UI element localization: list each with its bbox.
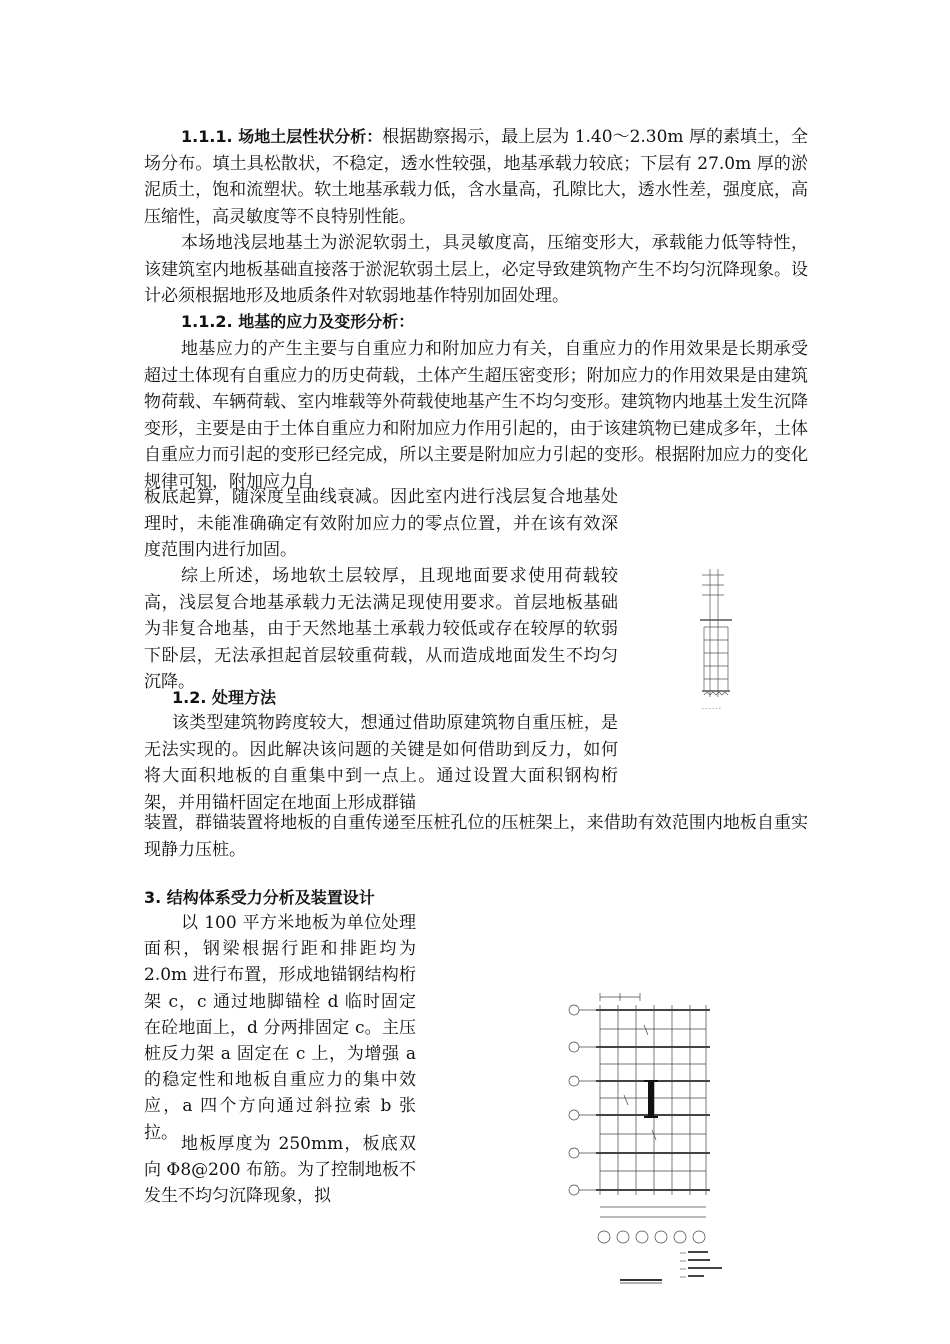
svg-text:- - - - - -: - - - - - -: [702, 706, 721, 712]
paragraph-stress-analysis: 地基应力的产生主要与自重应力和附加应力有关，自重应力的作用效果是长期承受超过土体现有自重应力的历史荷载，土体产生超压密变形；附加应力的作用效果是由建筑物荷载、车辆荷载、室内堆载等外荷载使地基产生不均匀变形。建筑物内地基土发生沉降变形，主要是由于土体自重应力和附加应力作用引起的，由于该建筑物已建成多年，土体自重应力而引起的变形已经完成，所以主要是附加应力引起的变形。根据附加应力的变化规律可知，附加应力自: [144, 339, 808, 492]
plan-drawing-image: [560, 985, 740, 1295]
heading-1-1-1: 1.1.1. 场地土层性状分析：: [181, 127, 383, 146]
paragraph-method: 该类型建筑物跨度较大，想通过借助原建筑物自重压桩，是无法实现的。因此解决该问题的关键是如何借助到反力，如何将大面积地板的自重集中到一点上。通过设置大面积钢构桁架，并用锚杆固定在地面上形成群锚: [144, 713, 618, 813]
paragraph-summary: 综上所述，场地软土层较厚，且现地面要求使用荷载较高，浅层复合地基承载力无法满足现使用要求。首层地板基础为非复合地基，由于天然地基土承载力较低或存在较厚的软弱下卧层，无法承担起首层较重荷载，从而造成地面发生不均匀沉降。: [144, 566, 618, 692]
paragraph-structure: 以 100 平方米地板为单位处理面积，钢梁根据行距和排距均为 2.0m 进行布置，形成地锚钢结构桁架 c，c 通过地脚锚栓 d 临时固定在砼地面上，d 分两排固定 c。主压桩反力架 a 固定在 c 上，为增强 a 的稳定性和地板自重应力的集中效应，a 四个方向通过斜拉索 b 张拉。: [144, 913, 416, 1143]
paragraph-soft-soil: 本场地浅层地基土为淤泥软弱土，具灵敏度高，压缩变形大，承载能力低等特性，该建筑室内地板基础直接落于淤泥软弱土层上，必定导致建筑物产生不均匀沉降现象。设计必须根据地形及地质条件对软弱地基作特别加固处理。: [144, 233, 808, 306]
soil-layers-text: 根据勘察揭示，最上层为 1.40～2.30m 厚的素填土，全场分布。填土具松散状，不稳定，透水性较强，地基承载力较底；下层有 27.0m 厚的淤泥质土，饱和流塑状。软土地基承载力低，含水量高，孔隙比大，透水性差，强度底，高压缩性，高灵敏度等不良特别性能。: [144, 127, 808, 227]
paragraph-stress-continued: 板底起算，随深度呈曲线衰减。因此室内进行浅层复合地基处理时，未能准确确定有效附加应力的零点位置，并在该有效深度范围内进行加固。: [144, 487, 618, 560]
section-drawing-image: [688, 565, 748, 715]
paragraph-soil-layers: [144, 124, 808, 230]
heading-3: 3. 结构体系受力分析及装置设计: [144, 888, 375, 907]
paragraph-method-continued: 装置，群锚装置将地板的自重传递至压桩孔位的压桩架上，来借助有效范围内地板自重实现静力压桩。: [144, 813, 808, 860]
heading-1-2: 1.2. 处理方法: [172, 688, 276, 707]
paragraph-floor-thickness: 地板厚度为 250mm，板底双向 Φ8@200 布筋。为了控制地板不发生不均匀沉降现象，拟: [144, 1134, 417, 1207]
heading-1-1-2: 1.1.2. 地基的应力及变形分析：: [181, 312, 415, 331]
